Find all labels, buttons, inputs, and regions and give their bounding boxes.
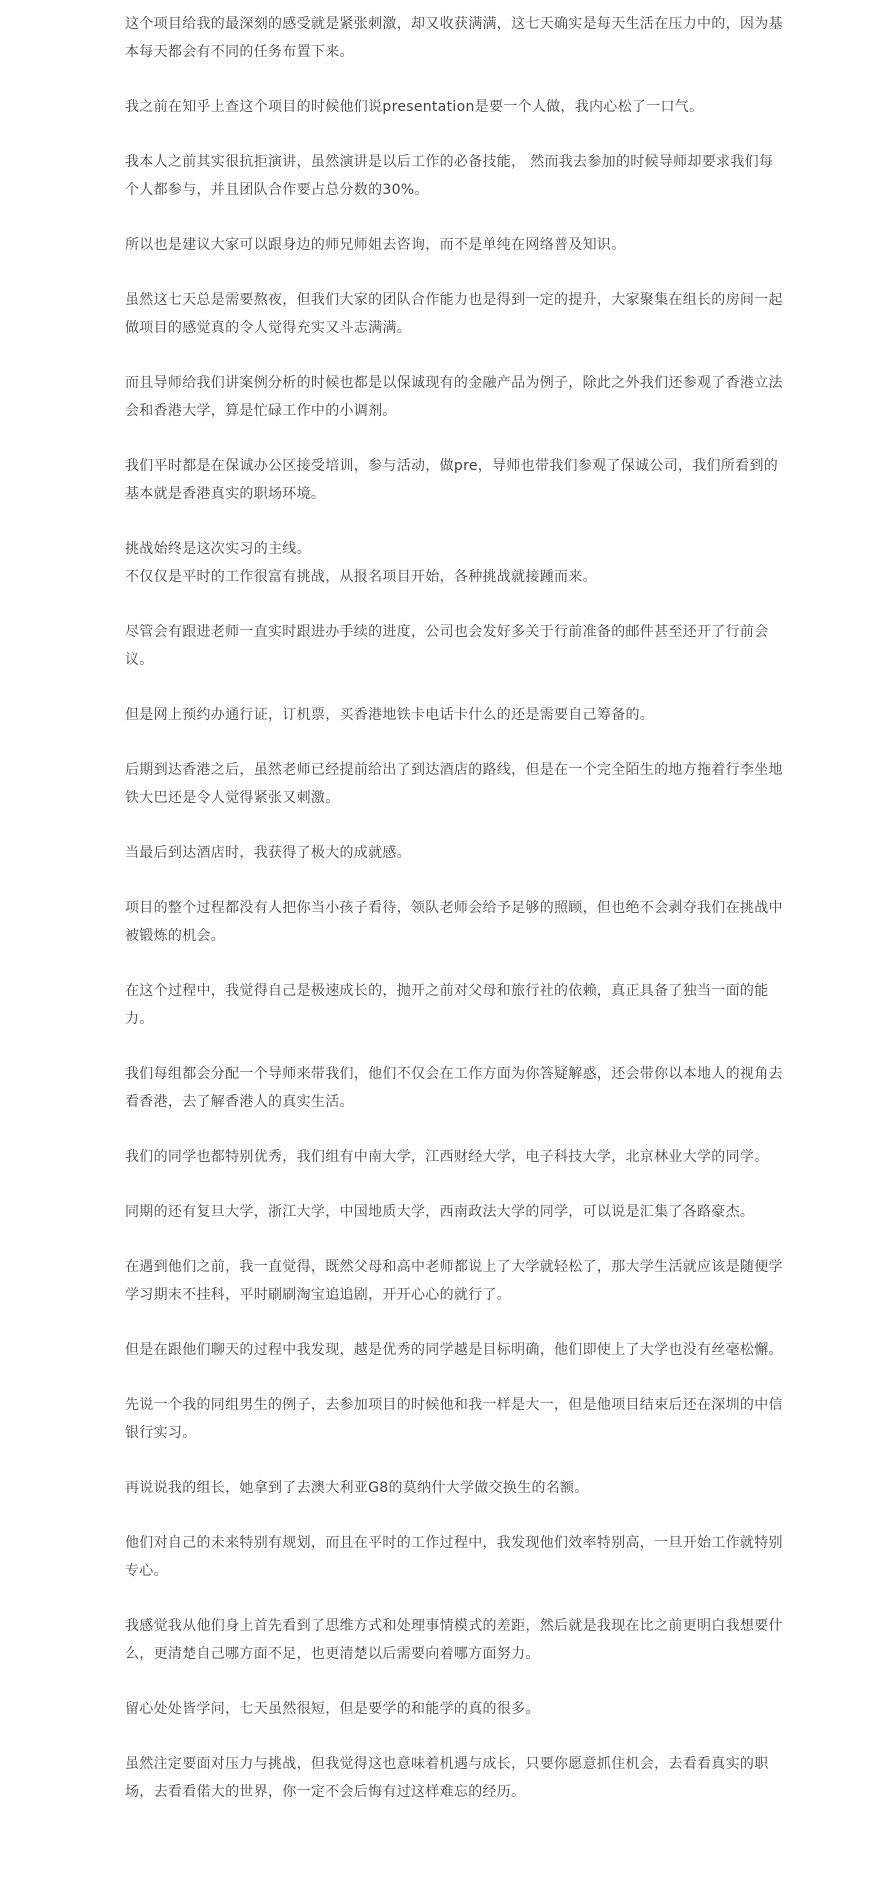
paragraph-9-line-1: 尽管会有跟进老师一直实时跟进办手续的进度，公司也会发好多关于行前准备的邮件甚至还开了行前会议。 <box>125 624 769 668</box>
paragraph-4-line-1: 所以也是建议大家可以跟身边的师兄师姐去咨询，而不是单纯在网络普及知识。 <box>125 237 626 253</box>
paragraph-23-line-1: 我感觉我从他们身上首先看到了思维方式和处理事情模式的差距，然后就是我现在比之前更明白我想要什么，更清楚自己哪方面不足，也更清楚以后需要向着哪方面努力。 <box>125 1618 783 1662</box>
paragraph-12 <box>125 839 785 867</box>
paragraph-13-line-1: 项目的整个过程都没有人把你当小孩子看待，领队老师会给予足够的照顾，但也绝不会剥夺我们在挑战中被锻炼的机会。 <box>125 900 783 944</box>
paragraph-14 <box>125 977 785 1033</box>
paragraph-9 <box>125 618 785 674</box>
paragraph-25-line-1: 虽然注定要面对压力与挑战，但我觉得这也意味着机遇与成长，只要你愿意抓住机会，去看看真实的职场，去看看偌大的世界，你一定不会后悔有过这样难忘的经历。 <box>125 1756 769 1800</box>
paragraph-19-line-1: 但是在跟他们聊天的过程中我发现，越是优秀的同学越是目标明确，他们即使上了大学也没有丝毫松懈。 <box>125 1342 783 1358</box>
paragraph-7 <box>125 452 785 508</box>
paragraph-1 <box>125 10 785 66</box>
paragraph-21-line-1: 再说说我的组长，她拿到了去澳大利亚G8的莫纳什大学做交换生的名额。 <box>125 1480 589 1496</box>
paragraph-18 <box>125 1253 785 1309</box>
paragraph-8-line-2: 不仅仅是平时的工作很富有挑战，从报名项目开始，各种挑战就接踵而来。 <box>125 569 597 585</box>
paragraph-5-line-1: 虽然这七天总是需要熬夜，但我们大家的团队合作能力也是得到一定的提升，大家聚集在组长的房间一起做项目的感觉真的令人觉得充实又斗志满满。 <box>125 292 783 336</box>
paragraph-11 <box>125 756 785 812</box>
paragraph-20-line-1: 先说一个我的同组男生的例子，去参加项目的时候他和我一样是大一，但是他项目结束后还在深圳的中信银行实习。 <box>125 1397 783 1441</box>
paragraph-25 <box>125 1750 785 1806</box>
paragraph-19 <box>125 1336 785 1364</box>
paragraph-6-line-1: 而且导师给我们讲案例分析的时候也都是以保诚现有的金融产品为例子，除此之外我们还参观了香港立法会和香港大学，算是忙碌工作中的小调剂。 <box>125 375 783 419</box>
paragraph-4 <box>125 231 785 259</box>
paragraph-6 <box>125 369 785 425</box>
paragraph-5 <box>125 286 785 342</box>
paragraph-10-line-1: 但是网上预约办通行证，订机票，买香港地铁卡电话卡什么的还是需要自己筹备的。 <box>125 707 655 723</box>
paragraph-24-line-1: 留心处处皆学问，七天虽然很短，但是要学的和能学的真的很多。 <box>125 1701 540 1717</box>
paragraph-14-line-1: 在这个过程中，我觉得自己是极速成长的，抛开之前对父母和旅行社的依赖，真正具备了独当一面的能力。 <box>125 983 769 1027</box>
paragraph-3-line-1: 我本人之前其实很抗拒演讲，虽然演讲是以后工作的必备技能， 然而我去参加的时候导师却要求我们每个人都参与，并且团队合作要占总分数的30%。 <box>125 154 774 198</box>
paragraph-15-line-1: 我们每组都会分配一个导师来带我们，他们不仅会在工作方面为你答疑解惑，还会带你以本地人的视角去看香港，去了解香港人的真实生活。 <box>125 1066 783 1110</box>
paragraph-3 <box>125 148 785 204</box>
paragraph-17 <box>125 1198 785 1226</box>
paragraph-12-line-1: 当最后到达酒店时，我获得了极大的成就感。 <box>125 845 411 861</box>
paragraph-2-line-1: 我之前在知乎上查这个项目的时候他们说presentation是要一个人做，我内心松了一口气。 <box>125 99 704 115</box>
paragraph-22-line-1: 他们对自己的未来特别有规划，而且在平时的工作过程中，我发现他们效率特别高，一旦开始工作就特别专心。 <box>125 1535 783 1579</box>
paragraph-17-line-1: 同期的还有复旦大学，浙江大学，中国地质大学，西南政法大学的同学，可以说是汇集了各路豪杰。 <box>125 1204 755 1220</box>
paragraph-13 <box>125 894 785 950</box>
paragraph-1-line-1: 这个项目给我的最深刻的感受就是紧张刺激，却又收获满满，这七天确实是每天生活在压力中的，因为基本每天都会有不同的任务布置下来。 <box>125 16 783 60</box>
paragraph-24 <box>125 1695 785 1723</box>
paragraph-8 <box>125 535 785 591</box>
paragraph-16-line-1: 我们的同学也都特别优秀，我们组有中南大学，江西财经大学，电子科技大学，北京林业大学的同学。 <box>125 1149 769 1165</box>
paragraph-23 <box>125 1612 785 1668</box>
paragraph-22 <box>125 1529 785 1585</box>
paragraph-16 <box>125 1143 785 1171</box>
article-body <box>125 10 785 1833</box>
paragraph-8-line-1: 挑战始终是这次实习的主线。 <box>125 541 311 557</box>
paragraph-2 <box>125 93 785 121</box>
paragraph-11-line-1: 后期到达香港之后，虽然老师已经提前给出了到达酒店的路线，但是在一个完全陌生的地方拖着行李坐地铁大巴还是令人觉得紧张又刺激。 <box>125 762 783 806</box>
paragraph-20 <box>125 1391 785 1447</box>
paragraph-15 <box>125 1060 785 1116</box>
paragraph-21 <box>125 1474 785 1502</box>
paragraph-18-line-1: 在遇到他们之前，我一直觉得，既然父母和高中老师都说上了大学就轻松了，那大学生活就应该是随便学学习期末不挂科，平时刷刷淘宝追追剧，开开心心的就行了。 <box>125 1259 783 1303</box>
paragraph-7-line-1: 我们平时都是在保诚办公区接受培训，参与活动，做pre，导师也带我们参观了保诚公司，我们所看到的基本就是香港真实的职场环境。 <box>125 458 779 502</box>
paragraph-10 <box>125 701 785 729</box>
